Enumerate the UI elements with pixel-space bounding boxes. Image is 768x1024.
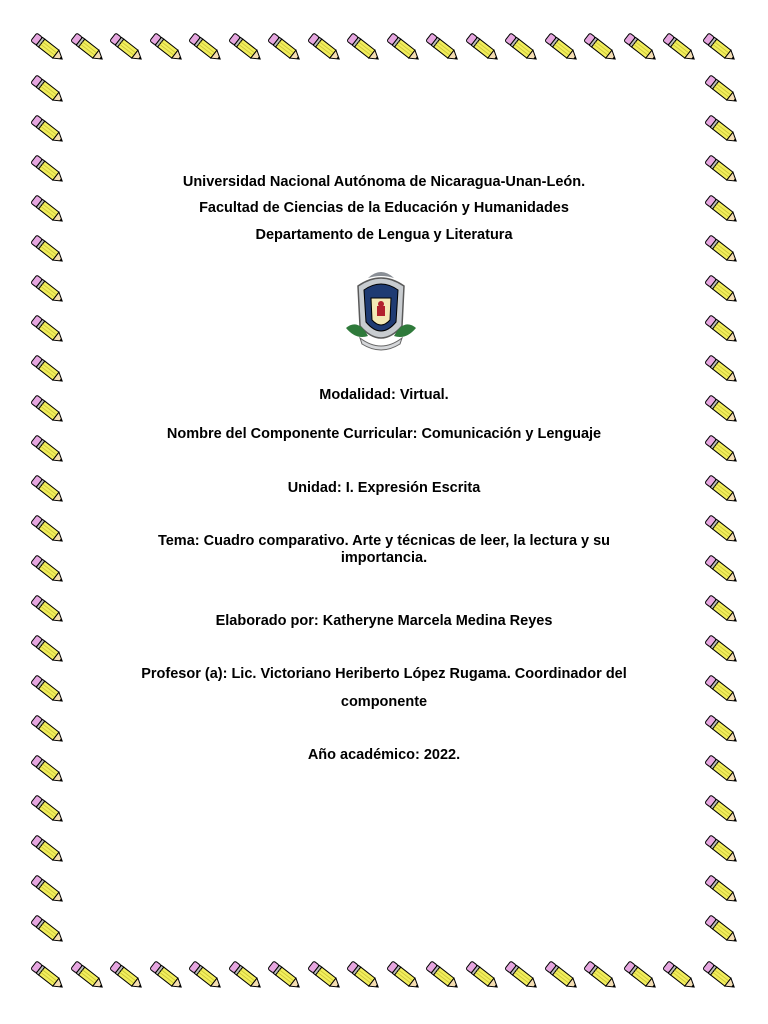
pencil-icon [28, 112, 68, 148]
pencil-icon [702, 832, 742, 868]
pencil-icon [28, 752, 68, 788]
modality: Modalidad: Virtual. [319, 387, 449, 403]
pencil-icon [702, 912, 742, 948]
professor-line-2: componente [340, 694, 428, 710]
pencil-icon [28, 592, 68, 628]
pencil-icon [702, 152, 742, 188]
pencil-icon [28, 512, 68, 548]
pencil-icon [28, 912, 68, 948]
pencil-icon [28, 192, 68, 228]
pencil-icon [702, 272, 742, 308]
pencil-icon [28, 152, 68, 188]
pencil-icon [28, 872, 68, 908]
pencil-icon [702, 592, 742, 628]
pencil-icon [702, 472, 742, 508]
pencil-icon [702, 312, 742, 348]
pencil-icon [702, 112, 742, 148]
unit: Unidad: I. Expresión Escrita [287, 480, 481, 496]
pencil-icon [28, 632, 68, 668]
pencil-icon [28, 272, 68, 308]
pencil-icon [28, 312, 68, 348]
academic-year: Año académico: 2022. [307, 747, 461, 763]
pencil-icon [702, 352, 742, 388]
pencil-icon [702, 232, 742, 268]
pencil-icon [28, 392, 68, 428]
pencil-icon [700, 30, 740, 66]
pencil-icon [702, 792, 742, 828]
pencil-icon [702, 752, 742, 788]
department-name: Departamento de Lengua y Literatura [255, 227, 513, 243]
pencil-icon [702, 672, 742, 708]
pencil-icon [702, 392, 742, 428]
pencil-icon [702, 552, 742, 588]
pencil-icon [28, 832, 68, 868]
pencil-icon [28, 30, 68, 66]
pencil-icon [28, 552, 68, 588]
component-name: Nombre del Componente Curricular: Comunicación y Lenguaje [166, 426, 602, 442]
pencil-icon [28, 472, 68, 508]
pencil-icon [28, 712, 68, 748]
pencil-icon [28, 792, 68, 828]
pencil-icon [702, 712, 742, 748]
pencil-icon [702, 192, 742, 228]
pencil-icon [28, 352, 68, 388]
university-name: Universidad Nacional Autónoma de Nicaragua-Unan-León. [182, 174, 586, 190]
pencil-icon [700, 958, 740, 994]
faculty-name: Facultad de Ciencias de la Educación y Humanidades [199, 200, 569, 216]
pencil-icon [702, 432, 742, 468]
topic: Tema: Cuadro comparativo. Arte y técnicas de leer, la lectura y su importancia. [157, 533, 611, 566]
author: Elaborado por: Katheryne Marcela Medina Reyes [215, 613, 553, 629]
pencil-icon [702, 72, 742, 108]
professor-line-1: Profesor (a): Lic. Victoriano Heriberto López Rugama. Coordinador del [141, 666, 627, 682]
pencil-icon [28, 72, 68, 108]
pencil-icon [702, 512, 742, 548]
pencil-icon [702, 872, 742, 908]
pencil-icon [702, 632, 742, 668]
pencil-icon [28, 672, 68, 708]
pencil-icon [28, 432, 68, 468]
pencil-icon [28, 958, 68, 994]
pencil-icon [28, 232, 68, 268]
